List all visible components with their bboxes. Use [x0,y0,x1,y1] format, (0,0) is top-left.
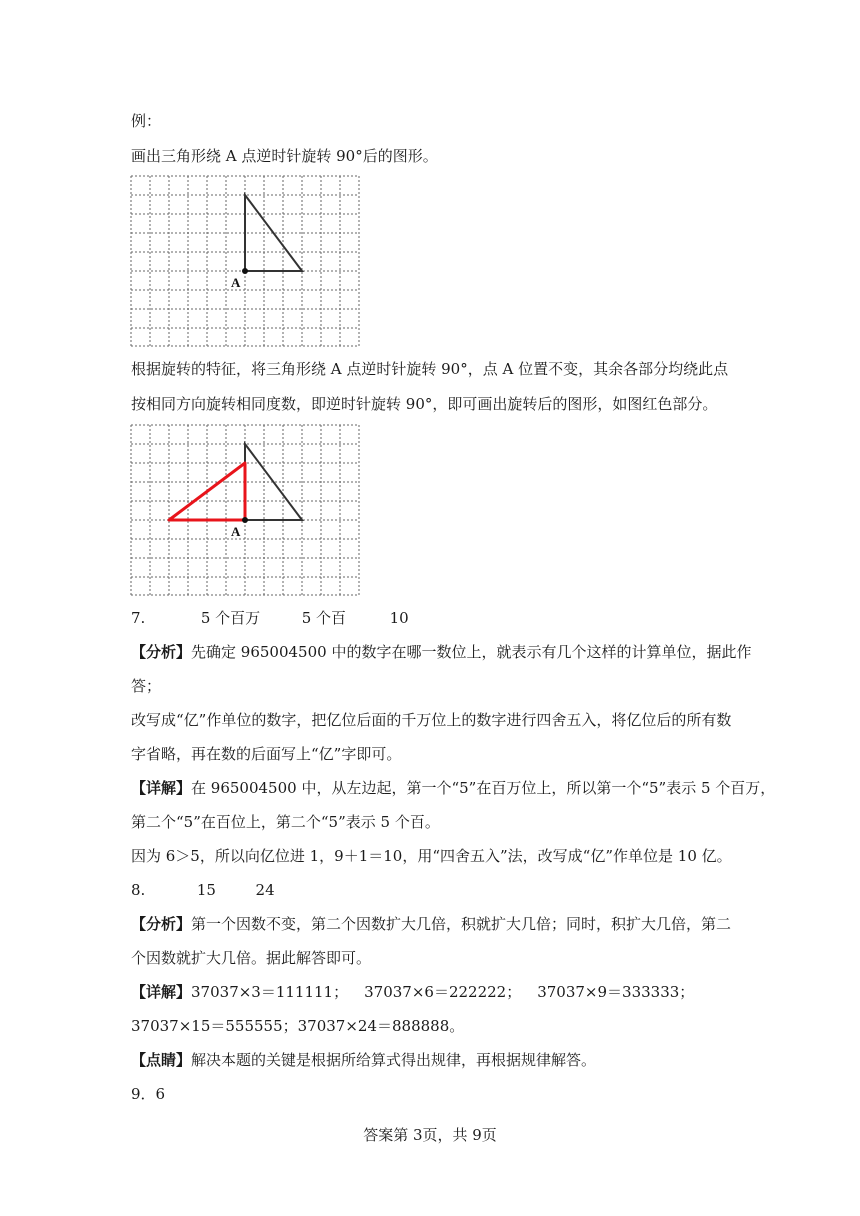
grid-figure-original [130,175,360,351]
q8-detail-line-1: 【详解】37037×3＝111111； 37037×6＝222222； 37037×9＝333333； [131,983,695,1001]
example-label: 例： [131,112,162,130]
q8-answer-row [131,879,736,901]
q7-answer-2: 5 个百 [301,609,347,627]
q7-detail-line-1: 【详解】在 965004500 中，从左边起，第一个“5”在百万位上，所以第一个“5”表示 5 个百万， [131,779,776,797]
q8-analysis-line-1: 【分析】第一个因数不变，第二个因数扩大几倍，积就扩大几倍；同时，积扩大几倍，第二 [131,915,732,933]
q8-answer-1: 15 [196,881,216,899]
q8-analysis-line-2: 个因数就扩大几倍。据此解答即可。 [131,949,372,967]
explanation-line-2: 按相同方向旋转相同度数，即逆时针旋转 90°，即可画出旋转后的图形，如图红色部分。 [131,395,718,413]
point-a-label: A [231,524,241,539]
page-footer: 答案第 3页，共 9页 [363,1126,497,1144]
q7-analysis-line-3: 改写成“亿”作单位的数字，把亿位后面的千万位上的数字进行四舍五入，将亿位后的所有数 [131,711,732,729]
q7-analysis-line-1: 【分析】先确定 965004500 中的数字在哪一数位上，就表示有几个这样的计算单位，据此作 [131,643,752,661]
original-triangle [245,195,302,271]
q7-answer-row [131,607,736,629]
explanation-line-1: 根据旋转的特征，将三角形绕 A 点逆时针旋转 90°，点 A 位置不变，其余各部分均绕此点 [131,360,729,378]
instruction-text: 画出三角形绕 A 点逆时针旋转 90°后的图形。 [131,147,438,165]
original-triangle [245,444,302,520]
q7-analysis-line-2: 答； [131,677,162,695]
q8-note-line: 【点睛】解决本题的关键是根据所给算式得出规律，再根据规律解答。 [131,1051,597,1069]
detail-tag: 【详解】 [131,779,192,797]
analysis-tag: 【分析】 [131,643,192,661]
point-a-dot [242,268,248,274]
q8-answer-2: 24 [255,881,275,899]
note-tag: 【点睛】 [131,1051,192,1069]
q7-detail-line-2: 第二个“5”在百位上，第二个“5”表示 5 个百。 [131,813,440,831]
analysis-tag: 【分析】 [131,915,192,933]
q7-number: 7. [131,609,146,627]
q8-detail-line-2: 37037×15＝555555；37037×24＝888888。 [131,1017,465,1035]
rotated-triangle [169,463,245,520]
q9-answer: 9．6 [131,1085,166,1103]
q7-detail-line-3: 因为 6＞5，所以向亿位进 1，9＋1＝10，用“四舍五入”法，改写成“亿”作单位是 10 亿。 [131,847,732,865]
grid-figure-rotated [130,424,360,600]
detail-tag: 【详解】 [131,983,192,1001]
point-a-dot [242,517,248,523]
q7-analysis-line-4: 字省略，再在数的后面写上“亿”字即可。 [131,745,402,763]
q7-answer-1: 5 个百万 [200,609,261,627]
q7-answer-3: 10 [389,609,409,627]
point-a-label: A [231,275,241,290]
q8-number: 8. [131,881,146,899]
